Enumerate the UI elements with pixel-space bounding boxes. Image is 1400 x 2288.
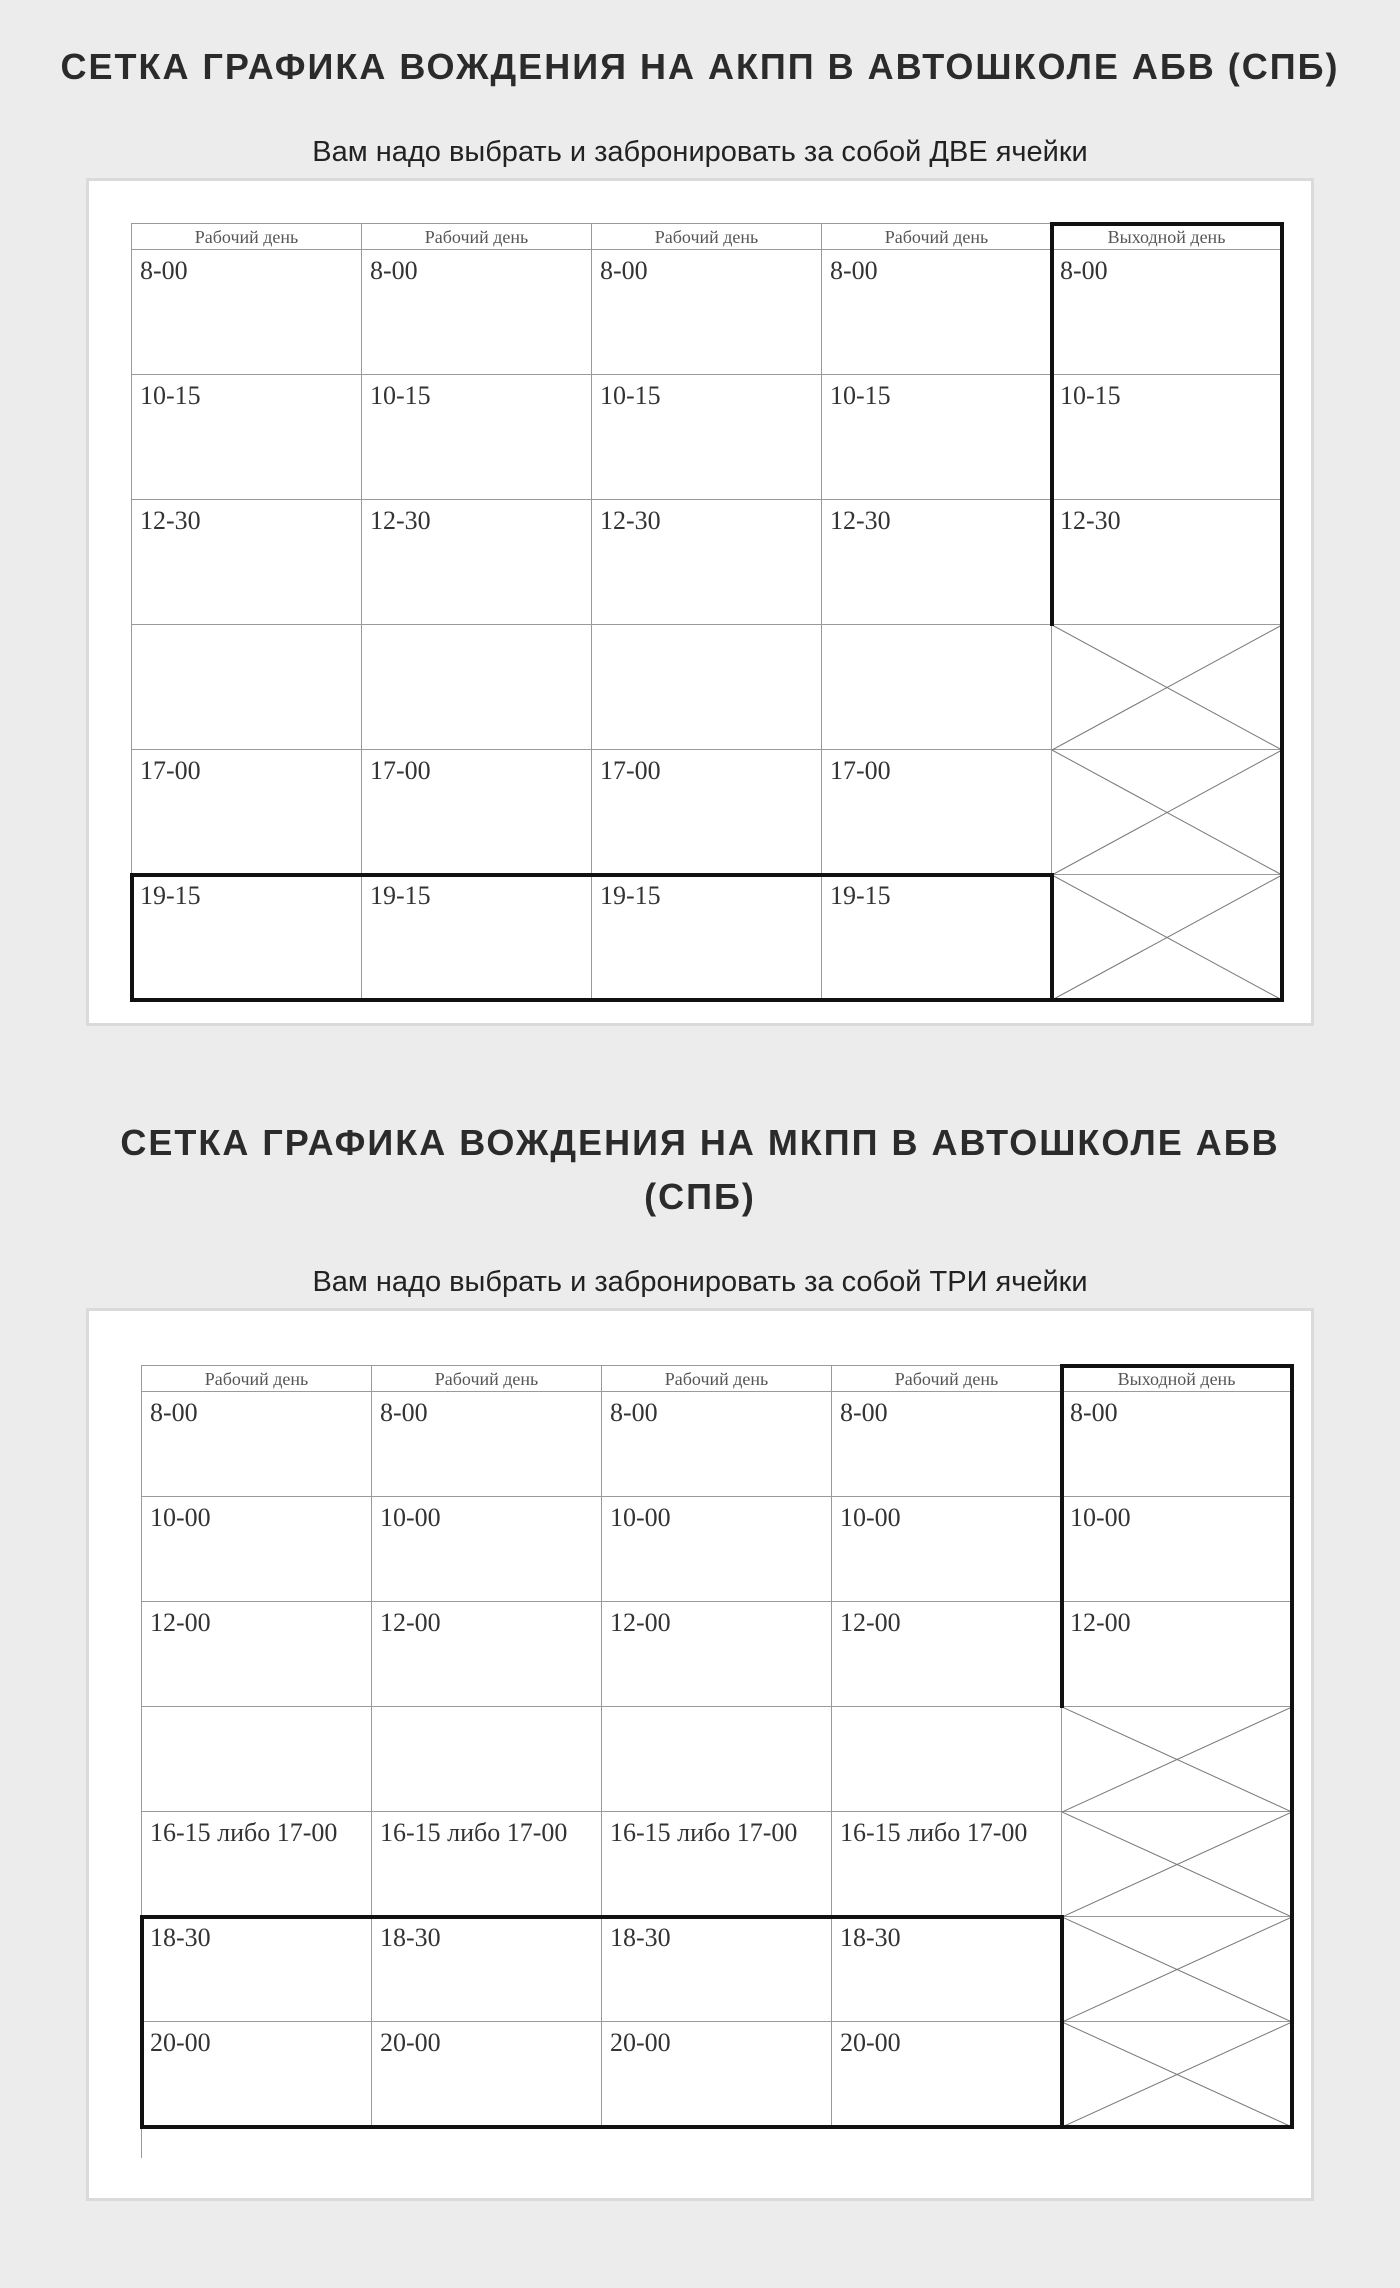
time-slot-label: 20-00: [840, 2028, 901, 2057]
time-slot-label: 10-00: [610, 1503, 671, 1532]
time-slot-cell[interactable]: [372, 1812, 602, 1917]
unavailable-slot-cell: [1052, 750, 1282, 875]
time-slot-cell[interactable]: [132, 250, 362, 375]
time-slot-label: 8-00: [1070, 1398, 1118, 1427]
time-slot-cell[interactable]: [822, 500, 1052, 625]
time-slot-label: 19-15: [830, 881, 891, 910]
workday-header: Рабочий день: [832, 1366, 1062, 1392]
cross-out-mark: [1052, 625, 1282, 750]
time-slot-label: 10-15: [140, 381, 201, 410]
time-slot-label: 20-00: [150, 2028, 211, 2057]
time-slot-cell[interactable]: [372, 1497, 602, 1602]
unavailable-slot-cell: [1062, 1707, 1292, 1812]
time-slot-cell[interactable]: [1052, 375, 1282, 500]
time-slot-cell[interactable]: [372, 1602, 602, 1707]
time-slot-cell[interactable]: [832, 1497, 1062, 1602]
workday-header: Рабочий день: [362, 224, 592, 250]
time-slot-label: 17-00: [600, 756, 661, 785]
unavailable-slot-cell: [1062, 2022, 1292, 2127]
time-slot-cell[interactable]: [132, 875, 362, 1000]
time-slot-cell[interactable]: [362, 250, 592, 375]
time-slot-cell[interactable]: [822, 875, 1052, 1000]
mkpp-subtitle: Вам надо выбрать и забронировать за собой ТРИ ячейки: [312, 1266, 1088, 1298]
time-slot-cell[interactable]: [832, 2022, 1062, 2127]
workday-header: Рабочий день: [142, 1366, 372, 1392]
time-slot-label: 8-00: [1060, 256, 1108, 285]
time-slot-label: 19-15: [600, 881, 661, 910]
time-slot-cell[interactable]: [132, 625, 362, 750]
time-slot-cell[interactable]: [1052, 500, 1282, 625]
time-slot-cell[interactable]: [362, 875, 592, 1000]
time-slot-cell[interactable]: [822, 375, 1052, 500]
time-slot-cell[interactable]: [592, 500, 822, 625]
time-slot-label: 8-00: [840, 1398, 888, 1427]
time-slot-cell[interactable]: [362, 750, 592, 875]
time-slot-label: 8-00: [600, 256, 648, 285]
time-slot-label: 12-00: [840, 1608, 901, 1637]
time-slot-cell[interactable]: [372, 1392, 602, 1497]
time-slot-label: 17-00: [830, 756, 891, 785]
time-slot-label: 16-15 либо 17-00: [610, 1818, 798, 1847]
time-slot-cell[interactable]: [142, 1707, 372, 1812]
akpp-sheet: [86, 178, 1314, 1026]
time-slot-cell[interactable]: [832, 1917, 1062, 2022]
time-slot-label: 12-30: [140, 506, 201, 535]
unavailable-slot-cell: [1052, 875, 1282, 1000]
workday-header: Рабочий день: [372, 1366, 602, 1392]
time-slot-cell[interactable]: [142, 1602, 372, 1707]
mkpp-title-line2: (СПБ): [644, 1176, 756, 1217]
time-slot-label: 10-00: [150, 1503, 211, 1532]
time-slot-label: 16-15 либо 17-00: [840, 1818, 1028, 1847]
time-slot-label: 8-00: [370, 256, 418, 285]
unavailable-slot-cell: [1062, 1812, 1292, 1917]
mkpp-title-line1: СЕТКА ГРАФИКА ВОЖДЕНИЯ НА МКПП В АВТОШКОЛЕ АБВ: [120, 1122, 1280, 1163]
time-slot-label: 12-00: [610, 1608, 671, 1637]
time-slot-label: 19-15: [140, 881, 201, 910]
time-slot-cell[interactable]: [592, 250, 822, 375]
time-slot-cell[interactable]: [592, 750, 822, 875]
time-slot-cell[interactable]: [602, 1602, 832, 1707]
time-slot-cell[interactable]: [142, 1497, 372, 1602]
time-slot-label: 8-00: [830, 256, 878, 285]
time-slot-cell[interactable]: [142, 1812, 372, 1917]
time-slot-label: 12-00: [380, 1608, 441, 1637]
time-slot-cell[interactable]: [1062, 1602, 1292, 1707]
workday-header: Рабочий день: [132, 224, 362, 250]
unavailable-slot-cell: [1052, 625, 1282, 750]
time-slot-cell[interactable]: [832, 1812, 1062, 1917]
time-slot-cell[interactable]: [1062, 1392, 1292, 1497]
time-slot-cell[interactable]: [602, 1812, 832, 1917]
time-slot-label: 10-00: [840, 1503, 901, 1532]
time-slot-label: 19-15: [370, 881, 431, 910]
cross-out-mark: [1052, 750, 1282, 875]
time-slot-label: 10-15: [1060, 381, 1121, 410]
time-slot-cell[interactable]: [602, 1707, 832, 1812]
time-slot-label: 10-15: [370, 381, 431, 410]
time-slot-cell[interactable]: [1052, 250, 1282, 375]
time-slot-label: 18-30: [150, 1923, 211, 1952]
time-slot-cell[interactable]: [372, 1707, 602, 1812]
time-slot-label: 10-15: [830, 381, 891, 410]
time-slot-label: 12-30: [830, 506, 891, 535]
cross-out-mark: [1062, 1707, 1292, 1812]
time-slot-label: 8-00: [610, 1398, 658, 1427]
time-slot-cell[interactable]: [132, 500, 362, 625]
time-slot-label: 17-00: [140, 756, 201, 785]
time-slot-label: 12-30: [1060, 506, 1121, 535]
time-slot-label: 8-00: [140, 256, 188, 285]
time-slot-label: 10-15: [600, 381, 661, 410]
time-slot-label: 12-00: [150, 1608, 211, 1637]
time-slot-label: 18-30: [610, 1923, 671, 1952]
time-slot-cell[interactable]: [602, 1917, 832, 2022]
time-slot-cell[interactable]: [362, 500, 592, 625]
time-slot-cell[interactable]: [132, 750, 362, 875]
time-slot-label: 10-00: [380, 1503, 441, 1532]
time-slot-cell[interactable]: [832, 1707, 1062, 1812]
time-slot-cell[interactable]: [602, 1497, 832, 1602]
cross-out-mark: [1052, 875, 1282, 1000]
time-slot-cell[interactable]: [822, 250, 1052, 375]
workday-header: Рабочий день: [592, 224, 822, 250]
time-slot-cell[interactable]: [372, 1917, 602, 2022]
time-slot-cell[interactable]: [142, 2022, 372, 2127]
cross-out-mark: [1062, 2022, 1292, 2127]
akpp-schedule-grid: [131, 223, 1281, 1000]
akpp-title: СЕТКА ГРАФИКА ВОЖДЕНИЯ НА АКПП В АВТОШКОЛЕ АБВ (СПБ): [60, 46, 1340, 87]
time-slot-label: 16-15 либо 17-00: [150, 1818, 338, 1847]
cross-out-mark: [1062, 1917, 1292, 2022]
weekend-day-header: Выходной день: [1062, 1366, 1292, 1392]
time-slot-cell[interactable]: [832, 1392, 1062, 1497]
workday-header: Рабочий день: [602, 1366, 832, 1392]
cross-out-mark: [1062, 1812, 1292, 1917]
time-slot-label: 8-00: [150, 1398, 198, 1427]
time-slot-cell[interactable]: [592, 375, 822, 500]
mkpp-schedule-grid: [141, 1365, 1293, 2158]
time-slot-label: 16-15 либо 17-00: [380, 1818, 568, 1847]
time-slot-cell[interactable]: [372, 2022, 602, 2127]
time-slot-cell[interactable]: [132, 375, 362, 500]
weekend-day-header: Выходной день: [1052, 224, 1282, 250]
time-slot-cell[interactable]: [822, 750, 1052, 875]
akpp-subtitle: Вам надо выбрать и забронировать за собой ДВЕ ячейки: [312, 136, 1088, 168]
time-slot-cell[interactable]: [602, 2022, 832, 2127]
time-slot-cell[interactable]: [362, 375, 592, 500]
time-slot-label: 12-30: [600, 506, 661, 535]
mkpp-sheet: [86, 1308, 1314, 2201]
time-slot-label: 18-30: [380, 1923, 441, 1952]
time-slot-cell[interactable]: [832, 1602, 1062, 1707]
time-slot-cell[interactable]: [142, 1392, 372, 1497]
unavailable-slot-cell: [1062, 1917, 1292, 2022]
time-slot-cell[interactable]: [362, 625, 592, 750]
time-slot-cell[interactable]: [822, 625, 1052, 750]
workday-header: Рабочий день: [822, 224, 1052, 250]
time-slot-label: 17-00: [370, 756, 431, 785]
time-slot-label: 20-00: [610, 2028, 671, 2057]
time-slot-cell[interactable]: [1062, 1497, 1292, 1602]
time-slot-label: 20-00: [380, 2028, 441, 2057]
time-slot-cell[interactable]: [142, 1917, 372, 2022]
time-slot-cell[interactable]: [602, 1392, 832, 1497]
time-slot-label: 12-30: [370, 506, 431, 535]
time-slot-label: 12-00: [1070, 1608, 1131, 1637]
time-slot-cell[interactable]: [592, 625, 822, 750]
time-slot-label: 8-00: [380, 1398, 428, 1427]
time-slot-cell[interactable]: [592, 875, 822, 1000]
time-slot-label: 10-00: [1070, 1503, 1131, 1532]
time-slot-label: 18-30: [840, 1923, 901, 1952]
